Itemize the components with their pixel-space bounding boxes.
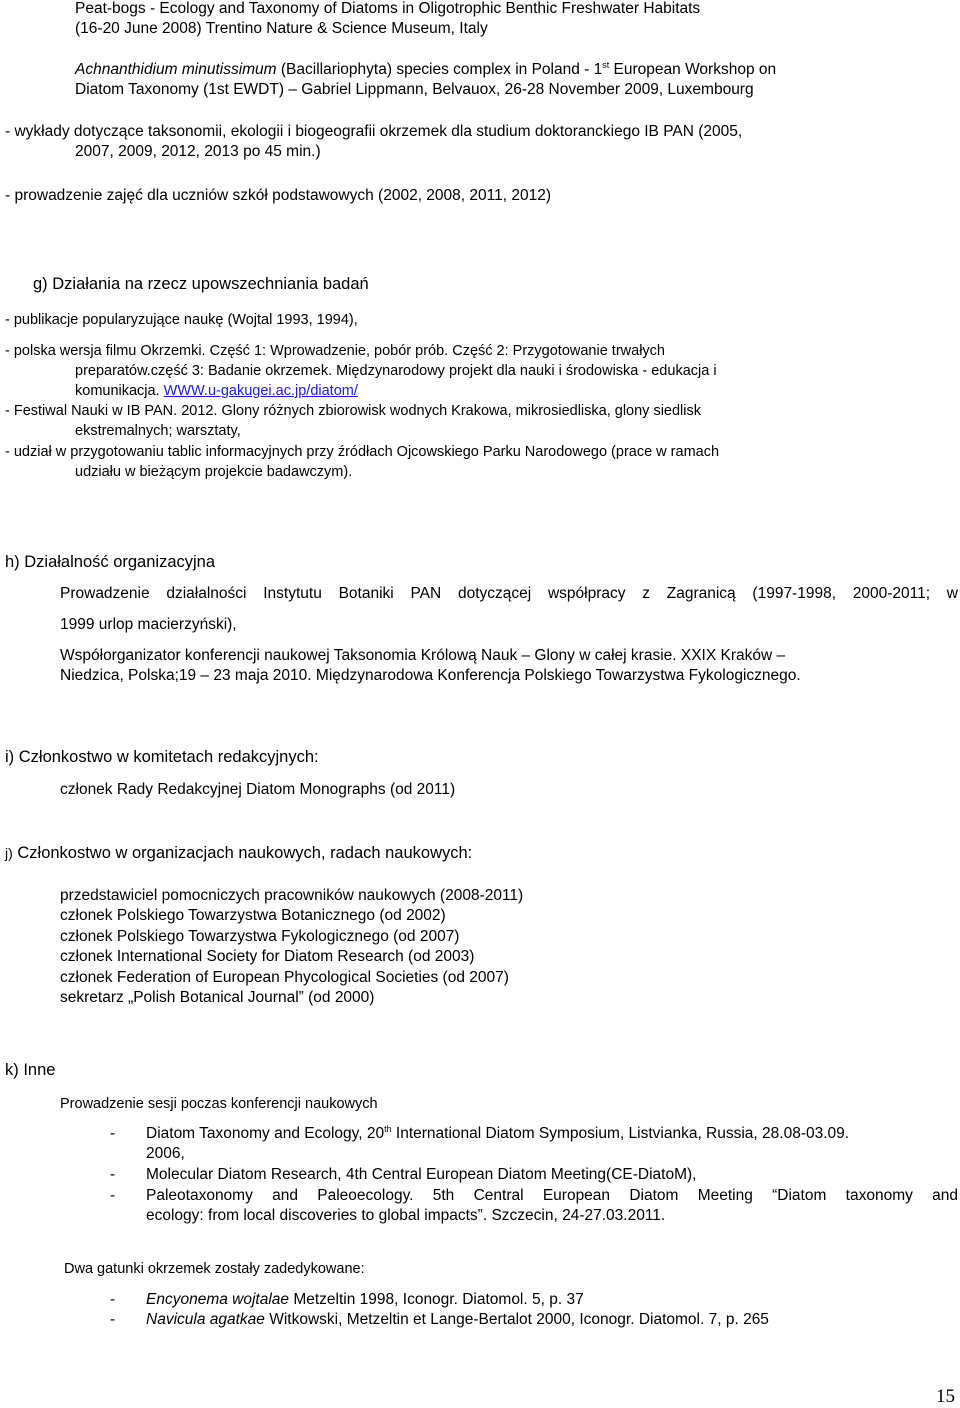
section-g-item-3-line-1: - Festiwal Nauki w IB PAN. 2012. Glony różnych zbiorowisk wodnych Krakowa, mikrosiedliska, glony siedlisk [5, 403, 701, 419]
section-h-para-1-line-1: Prowadzenie działalności Instytutu Botaniki PAN dotyczącej współpracy z Zagranicą (1997-1998, 2000-2011; w [60, 585, 958, 602]
species-1: Encyonema wojtalae Metzeltin 1998, Iconogr. Diatomol. 5, p. 37 [146, 1291, 584, 1308]
species-2-dash: - [110, 1311, 116, 1328]
section-h-para-1-line-2: 1999 urlop macierzyński), [60, 616, 237, 633]
membership-item: członek Federation of European Phycological Societies (od 2007) [60, 969, 509, 986]
session-1-line-2: 2006, [146, 1145, 185, 1162]
section-g-item-1: - publikacje popularyzujące naukę (Wojtal 1993, 1994), [5, 312, 358, 328]
species-intro: Dwa gatunki okrzemek zostały zadedykowane: [64, 1261, 365, 1277]
membership-item: członek International Society for Diatom Research (od 2003) [60, 948, 475, 965]
membership-item: przedstawiciel pomocniczych pracowników naukowych (2008-2011) [60, 887, 524, 904]
section-g-item-2-line-3: komunikacja. WWW.u-gakugei.ac.jp/diatom/ [75, 383, 358, 399]
membership-item: członek Polskiego Towarzystwa Botanicznego (od 2002) [60, 907, 446, 924]
session-1-line-1: Diatom Taxonomy and Ecology, 20th International Diatom Symposium, Listvianka, Russia, 28.08-03.09. [146, 1124, 850, 1142]
session-2-dash: - [110, 1166, 116, 1183]
membership-item: członek Polskiego Towarzystwa Fykologicznego (od 2007) [60, 928, 460, 945]
section-h-para-2-line-2: Niedzica, Polska;19 – 23 maja 2010. Międzynarodowa Konferencja Polskiego Towarzystwa Fykologicznego. [60, 667, 801, 684]
lectures-line-2: 2007, 2009, 2012, 2013 po 45 min.) [75, 143, 321, 160]
species-name: Navicula agatkae [146, 1311, 265, 1328]
session-3-line-2: ecology: from local discoveries to global impacts”. Szczecin, 24-27.03.2011. [146, 1207, 666, 1224]
session-1-dash: - [110, 1125, 116, 1142]
section-g-item-4-line-2: udziału w bieżącym projekcie badawczym). [75, 464, 353, 480]
section-h-para-2-line-1: Współorganizator konferencji naukowej Taksonomia Królową Nauk – Glony w całej krasie. XXIX Kraków – [60, 647, 786, 664]
peatbogs-line-2: (16-20 June 2008) Trentino Nature & Science Museum, Italy [75, 20, 488, 37]
section-g-item-2-line-2: preparatów.część 3: Badanie okrzemek. Międzynarodowy projekt dla nauki i środowiska - edukacja i [75, 363, 717, 379]
section-j-heading: j) Członkostwo w organizacjach naukowych, radach naukowych: [5, 844, 473, 862]
species-name: Achnanthidium minutissimum [75, 61, 277, 78]
achnanthidium-line-2: Diatom Taxonomy (1st EWDT) – Gabriel Lippmann, Belvauox, 26-28 November 2009, Luxembourg [75, 81, 754, 98]
page-number: 15 [936, 1386, 955, 1407]
achnanthidium-line-1: Achnanthidium minutissimum (Bacillariophyta) species complex in Poland - 1st European Workshop on [75, 60, 777, 78]
section-i-heading: i) Członkostwo w komitetach redakcyjnych: [5, 748, 319, 766]
peatbogs-line-1: Peat-bogs - Ecology and Taxonomy of Diatoms in Oligotrophic Benthic Freshwater Habitats [75, 0, 701, 17]
section-g-item-4-line-1: - udział w przygotowaniu tablic informacyjnych przy źródłach Ojcowskiego Parku Narodowego (prace w ramach [5, 444, 720, 460]
section-k-heading: k) Inne [5, 1061, 56, 1079]
lectures-line-1: - wykłady dotyczące taksonomii, ekologii i biogeografii okrzemek dla studium doktoranckiego IB PAN (2005, [5, 123, 743, 140]
sessions-intro: Prowadzenie sesji poczas konferencji naukowych [60, 1096, 378, 1112]
species-name: Encyonema wojtalae [146, 1291, 290, 1308]
section-g-item-2-line-1: - polska wersja filmu Okrzemki. Część 1: Wprowadzenie, pobór prób. Część 2: Przygotowanie trwałych [5, 343, 665, 359]
session-3-line-1: Paleotaxonomy and Paleoecology. 5th Central European Diatom Meeting “Diatom taxonomy and [146, 1187, 958, 1204]
membership-item: sekretarz „Polish Botanical Journal” (od 2000) [60, 989, 375, 1006]
section-g-item-3-line-2: ekstremalnych; warsztaty, [75, 423, 241, 439]
section-i-item-1: członek Rady Redakcyjnej Diatom Monographs (od 2011) [60, 781, 456, 798]
species-1-dash: - [110, 1291, 116, 1308]
section-h-heading: h) Działalność organizacyjna [5, 553, 216, 571]
diatom-website-link[interactable]: WWW.u-gakugei.ac.jp/diatom/ [163, 383, 358, 399]
session-2: Molecular Diatom Research, 4th Central European Diatom Meeting(CE-DiatoM), [146, 1166, 697, 1183]
species-2: Navicula agatkae Witkowski, Metzeltin et Lange-Bertalot 2000, Iconogr. Diatomol. 7, p. 265 [146, 1311, 769, 1328]
classes-line: - prowadzenie zajęć dla uczniów szkół podstawowych (2002, 2008, 2011, 2012) [5, 187, 551, 204]
session-3-dash: - [110, 1187, 116, 1204]
section-g-heading: g) Działania na rzecz upowszechniania badań [33, 275, 369, 293]
